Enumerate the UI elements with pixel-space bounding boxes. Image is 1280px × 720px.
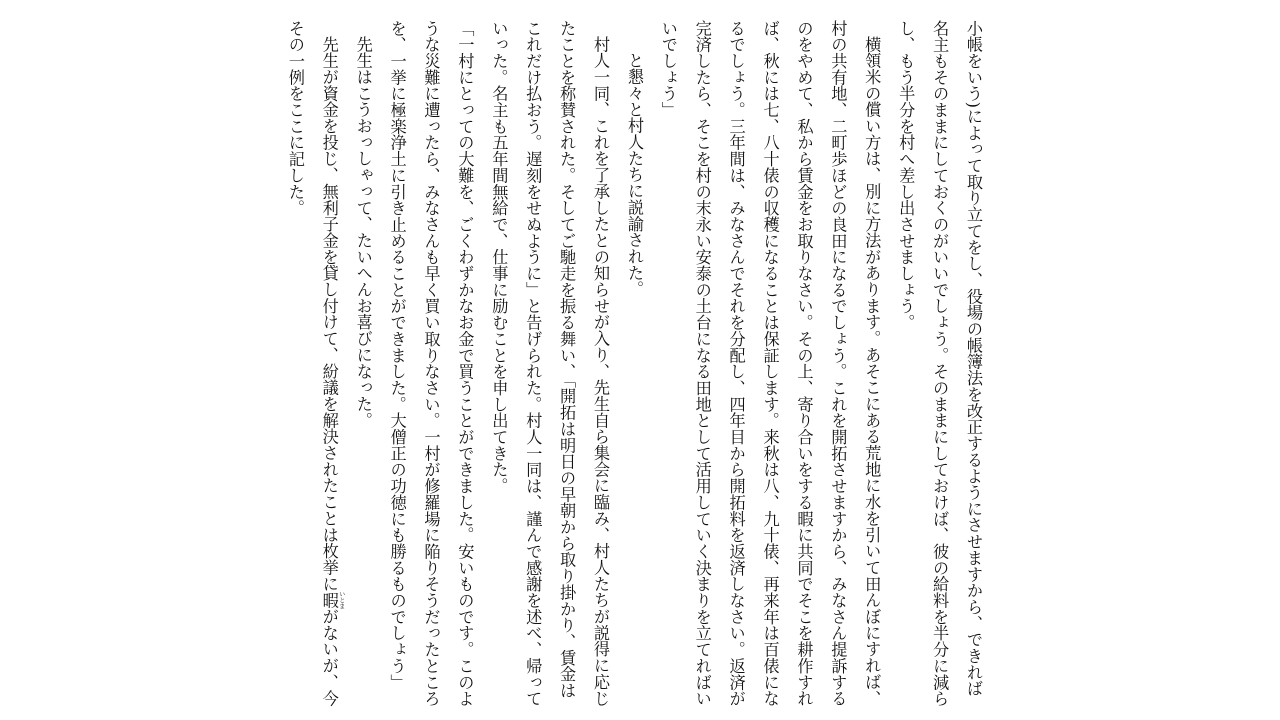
paragraph-3: と懇々と村人たちに説諭された。 (624, 52, 644, 298)
paragraph-7 (278, 20, 346, 710)
paragraph-6: 先生はこうおっしゃって、たいへんお喜びになった。 (353, 36, 373, 429)
paragraph-1: 小帳をいう)によって取り立てをし、役場の帳簿法を改正するようにさせますから、できれば名主もそのままにしておくのがいいでしょう。そのままにしておけば、彼の給料を半分に減らし、もう半分を村へ差し出させましょう。 (896, 20, 983, 707)
ruby-reading: いとま (337, 591, 345, 610)
paragraph-5: 「一村にとっての大難を、ごくわずかなお金で買うことができました。安いものです。このような災難に遭ったら、みなさんも早く買い取りなさい。一村が修羅場に陥りそうだったところを、一挙に極楽浄土に引き止めることができました。大僧正の功徳にも勝るものでしょう」 (387, 20, 475, 707)
ruby-base: 暇 (319, 591, 339, 610)
paragraph-2: 横領米の償い方は、別に方法があります。あそこにある荒地に水を引いて田んぼにすれば、村の共有地、二町歩ほどの良田になるでしょう。これを開拓させますから、みなさん提訴するのをやめて、私から賃金をお取りなさい。その上、寄り合いをする暇に共同でそこを耕作すれば、秋には七、八十俵の収穫になることは保証します。来秋は八、九十俵、再来年は百俵になるでしょう。三年間は、みなさんでそれを分配し、四年目から開拓料を返済しなさい。返済が完済したら、そこを村の末永い安泰の土台になる田地として活用していく決まりを立てればいいでしょう」 (658, 20, 882, 707)
ruby-word (319, 591, 345, 610)
paragraph-7-after: がないが、今その一例をここに記した。 (285, 20, 339, 707)
paragraph-7-before: 先生が資金を投じ、無利子金を貸し付けて、紛議を解決されたことは枚挙に (319, 36, 339, 593)
vertical-text-body (285, 20, 990, 710)
paragraph-4: 村人一同、これを了承したとの知らせが入り、先生自ら集会に臨み、村人たちが説得に応じたことを称賛された。そしてご馳走を振る舞い、「開拓は明日の早朝から取り掛かり、賃金はこれだけ払おう。遅刻をせぬように」と告げられた。村人一同は、謹んで感謝を述べ、帰っていった。名主も五年間無給で、仕事に励むことを申し出てきた。 (489, 20, 611, 707)
